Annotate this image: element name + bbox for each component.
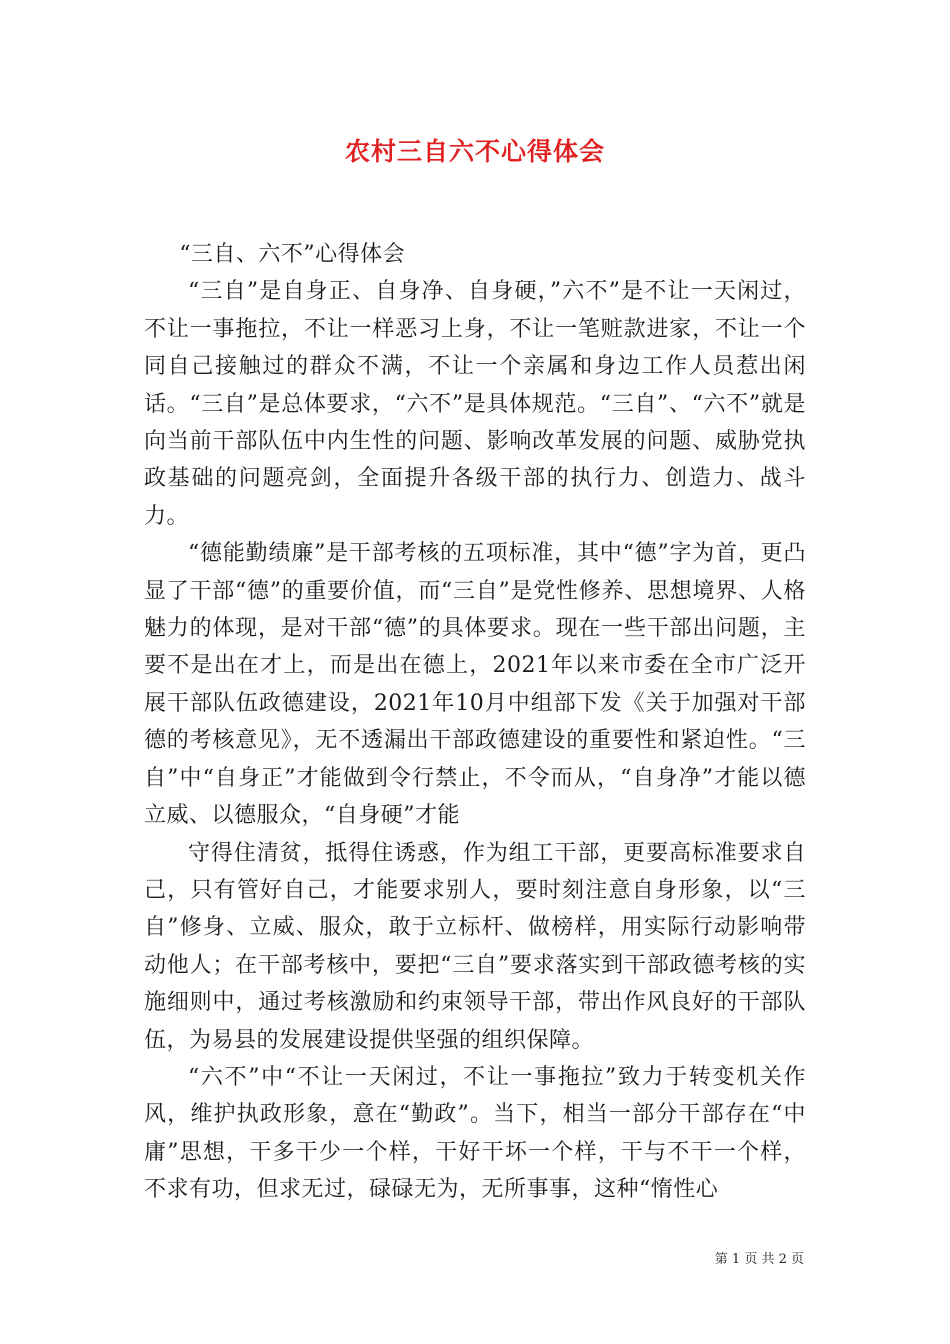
paragraph: “德能勤绩廉”是干部考核的五项标准，其中“德”字为首，更凸显了干部“德”的重要价值，而“三自”是党性修养、思想境界、人格魅力的体现，是对干部“德”的具体要求。现在一些干部出问题，主要不是出在才上，而是出在德上，2021年以来市委在全市广泛开展干部队伍政德建设，2021年10月中组部下发《关于加强对干部德的考核意见》，无不透漏出干部政德建设的重要性和紧迫性。“三自”中“自身正”才能做到令行禁止，不令而从，“自身净”才能以德立威、以德服众，“自身硬”才能 — [144, 541, 806, 829]
document-body — [144, 236, 806, 1209]
paragraph-subtitle: “三自、六不”心得体会 — [179, 242, 406, 267]
document-title: 农村三自六不心得体会 — [344, 137, 605, 166]
paragraph: “三自”是自身正、自身净、自身硬，”六不”是不让一天闲过，不让一事拖拉，不让一样恶习上身，不让一笔赃款进家，不让一个同自己接触过的群众不满，不让一个亲属和身边工作人员惹出闲话。“三自”是总体要求，“六不”是具体规范。“三自”、“六不”就是向当前干部队伍中内生性的问题、影响改革发展的问题、威胁党执政基础的问题亮剑，全面提升各级干部的执行力、创造力、战斗力。 — [144, 279, 806, 529]
paragraph: “六不”中“不让一天闲过，不让一事拖拉”致力于转变机关作风，维护执政形象，意在“勤政”。当下，相当一部分干部存在“中庸”思想，干多干少一个样，干好干坏一个样，干与不干一个样，不求有功，但求无过，碌碌无为，无所事事，这种“惰性心 — [144, 1064, 806, 1203]
page-number: 第 1 页 共 2 页 — [714, 1252, 804, 1267]
paragraph: 守得住清贫，抵得住诱惑，作为组工干部，更要高标准要求自己，只有管好自己，才能要求别人，要时刻注意自身形象，以“三自”修身、立威、服众，敢于立标杆、做榜样，用实际行动影响带动他人；在干部考核中，要把“三自”要求落实到干部政德考核的实施细则中，通过考核激励和约束领导干部，带出作风良好的干部队伍，为易县的发展建设提供坚强的组织保障。 — [144, 840, 806, 1053]
